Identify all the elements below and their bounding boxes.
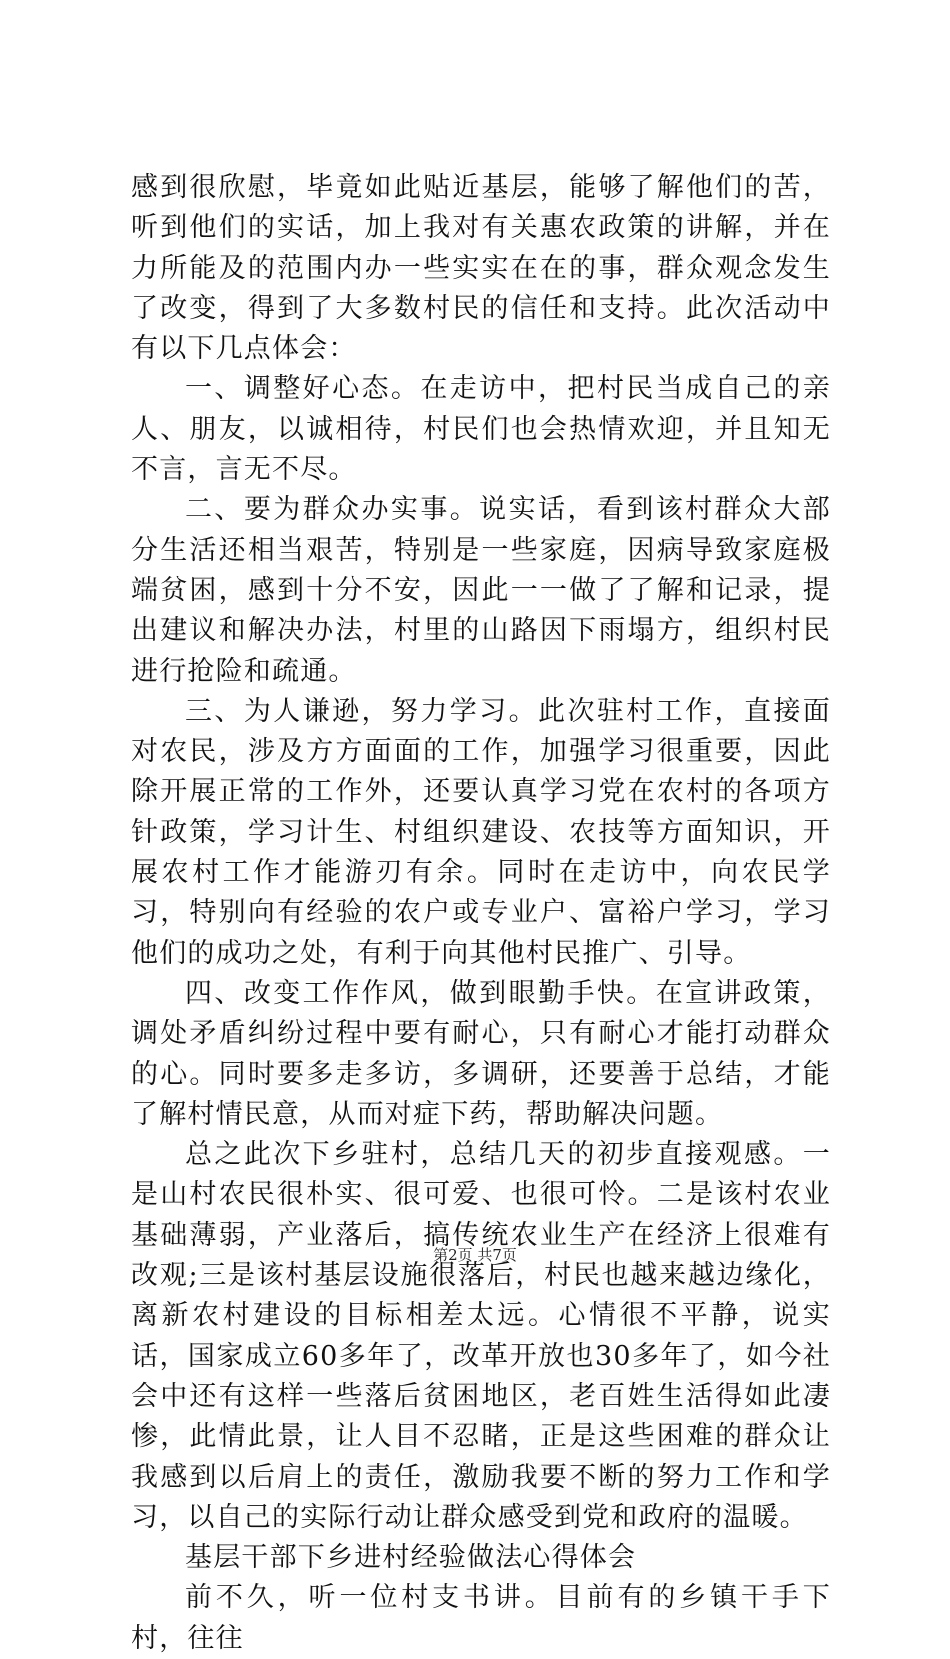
paragraph-point-2: 二、要为群众办实事。说实话，看到该村群众大部分生活还相当艰苦，特别是一些家庭，因病导致家庭极端贫困，感到十分不安，因此一一做了了解和记录，提出建议和解决办法，村里的山路因下雨塌方，组织村民进行抢险和疏通。: [131, 494, 831, 687]
paragraph-next-section: 前不久，听一位村支书讲。目前有的乡镇干手下村，往往: [131, 1582, 831, 1654]
page-footer: 第2页 共7页: [433, 1246, 517, 1264]
paragraph-intro: 感到很欣慰，毕竟如此贴近基层，能够了解他们的苦，听到他们的实话，加上我对有关惠农政策的讲解，并在力所能及的范围内办一些实实在在的事，群众观念发生了改变，得到了大多数村民的信任和支持。此次活动中有以下几点体会：: [131, 172, 831, 365]
paragraph-point-4: 四、改变工作作风，做到眼勤手快。在宣讲政策，调处矛盾纠纷过程中要有耐心，只有耐心才能打动群众的心。同时要多走多访，多调研，还要善于总结，才能了解村情民意，从而对症下药，帮助解决问题。: [131, 977, 831, 1130]
section-title: 基层干部下乡进村经验做法心得体会: [185, 1542, 637, 1574]
paragraph-point-1: 一、调整好心态。在走访中，把村民当成自己的亲人、朋友，以诚相待，村民们也会热情欢迎，并且知无不言，言无不尽。: [131, 373, 831, 486]
document-body: [131, 168, 831, 1659]
paragraph-summary: 总之此次下乡驻村，总结几天的初步直接观感。一是山村农民很朴实、很可爱、也很可怜。二是该村农业基础薄弱，产业落后，搞传统农业生产在经济上很难有改观;三是该村基层设施很落后，村民也越来越边缘化，离新农村建设的目标相差太远。心情很不平静，说实话，国家成立60多年了，改革开放也30多年了，如今社会中还有这样一些落后贫困地区，老百姓生活得如此凄惨，此情此景，让人目不忍睹，正是这些困难的群众让我感到以后肩上的责任，激励我要不断的努力工作和学习，以自己的实际行动让群众感受到党和政府的温暖。: [131, 1139, 831, 1533]
paragraph-point-3: 三、为人谦逊，努力学习。此次驻村工作，直接面对农民，涉及方方面面的工作，加强学习很重要，因此除开展正常的工作外，还要认真学习党在农村的各项方针政策，学习计生、村组织建设、农技等方面知识，开展农村工作才能游刃有余。同时在走访中，向农民学习，特别向有经验的农户或专业户、富裕户学习，学习他们的成功之处，有利于向其他村民推广、引导。: [131, 695, 831, 969]
